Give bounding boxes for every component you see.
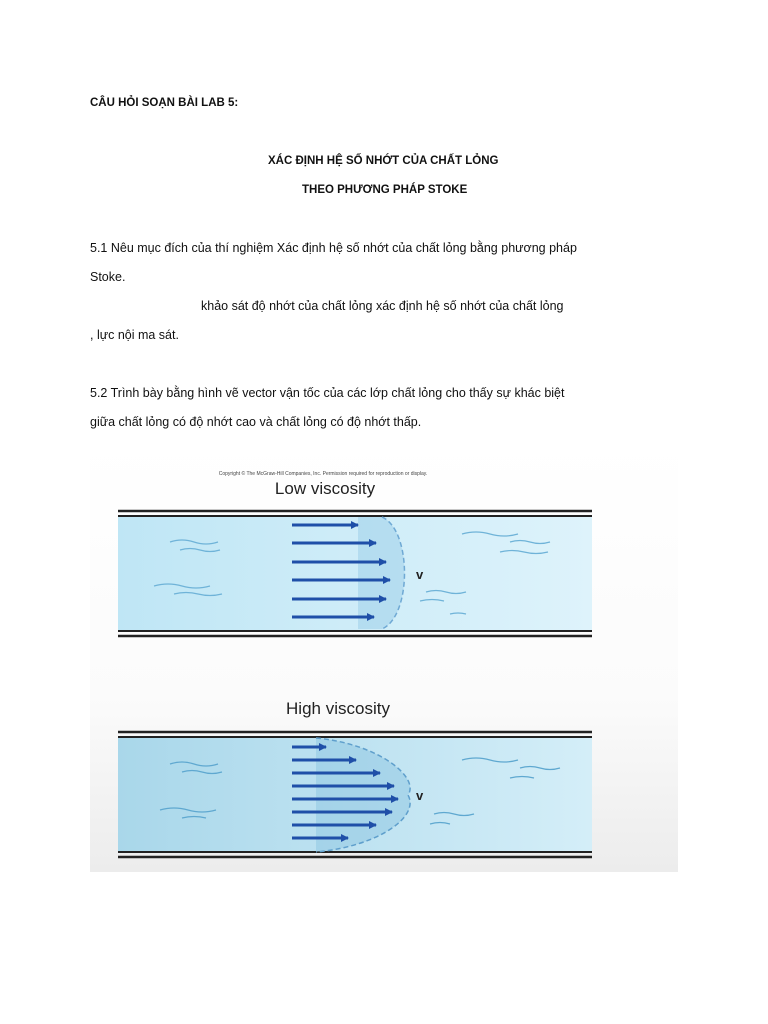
- answer-1-line-1: khảo sát độ nhớt của chất lỏng xác định hệ số nhớt của chất lỏng: [201, 299, 564, 313]
- title-line-2: THEO PHƯƠNG PHÁP STOKE: [302, 184, 468, 196]
- copyright-text: Copyright © The McGraw-Hill Companies, Inc. Permission required for reproduction or display.: [218, 471, 428, 477]
- question-1-line-2: Stoke.: [90, 270, 126, 284]
- high-viscosity-label: High viscosity: [286, 699, 390, 718]
- viscosity-diagram: [90, 438, 678, 872]
- high-velocity-label: v: [416, 788, 424, 803]
- high-viscosity-pipe: [118, 732, 592, 857]
- low-velocity-label: v: [416, 567, 424, 582]
- question-2-line-2: giữa chất lỏng có độ nhớt cao và chất lỏng có độ nhớt thấp.: [90, 415, 422, 429]
- viscosity-figure: [90, 438, 678, 872]
- question-2-line-1: 5.2 Trình bày bằng hình vẽ vector vận tốc của các lớp chất lỏng cho thấy sự khác biệt: [90, 386, 565, 400]
- question-1-line-1: 5.1 Nêu mục đích của thí nghiệm Xác định hệ số nhớt của chất lỏng bằng phương pháp: [90, 241, 577, 255]
- low-viscosity-pipe: [118, 511, 592, 636]
- low-viscosity-label: Low viscosity: [274, 479, 376, 498]
- low-fluid: [118, 516, 592, 632]
- answer-1-line-2: , lực nội ma sát.: [90, 328, 179, 342]
- title-line-1: XÁC ĐỊNH HỆ SỐ NHỚT CỦA CHẤT LỎNG: [268, 155, 499, 167]
- document-heading: CÂU HỎI SOẠN BÀI LAB 5:: [90, 97, 239, 109]
